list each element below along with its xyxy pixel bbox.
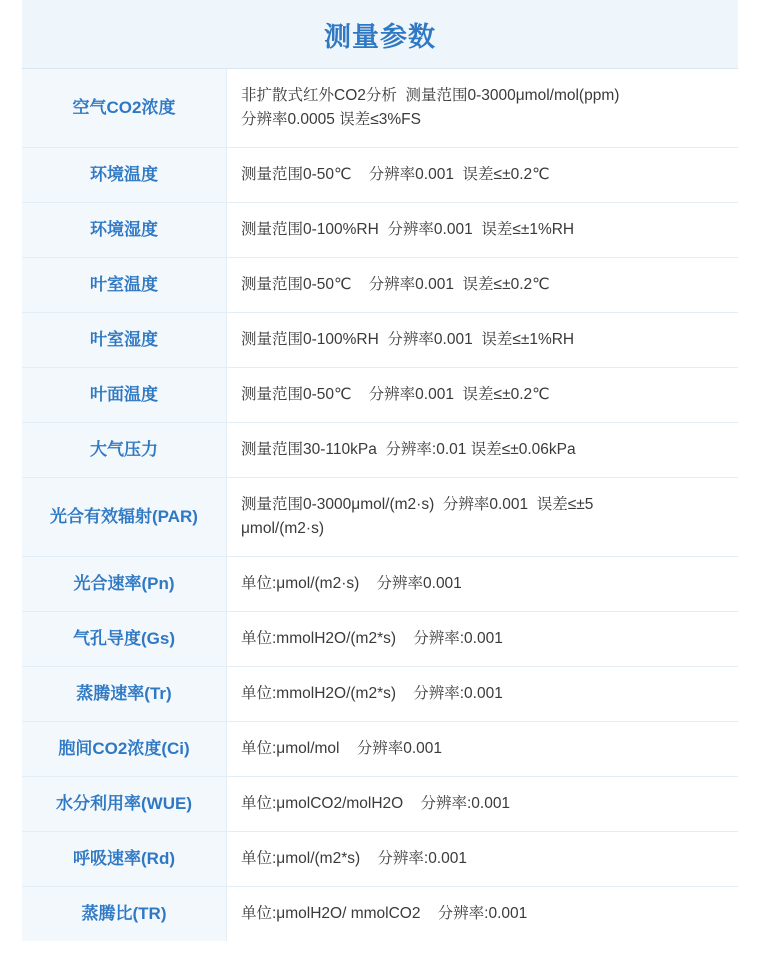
- parameter-value-line: 测量范围0-50℃ 分辨率0.001 误差≤±0.2℃: [241, 166, 550, 184]
- table-row: [22, 368, 738, 423]
- parameter-value-cell: [227, 258, 739, 313]
- table-row: [22, 777, 738, 832]
- table-row: [22, 832, 738, 887]
- parameter-value-line: 单位:μmol/(m2·s) 分辨率0.001: [241, 575, 462, 593]
- parameter-value-line: 测量范围0-50℃ 分辨率0.001 误差≤±0.2℃: [241, 276, 550, 294]
- parameter-value-cell: [227, 667, 739, 722]
- parameter-value-cell: [227, 148, 739, 203]
- table-row: [22, 69, 738, 148]
- parameter-name-cell: 叶室温度: [22, 258, 227, 313]
- parameter-name-cell: 光合有效辐射(PAR): [22, 478, 227, 557]
- table-row: [22, 258, 738, 313]
- parameter-value-cell: [227, 478, 739, 557]
- parameter-name-cell: 环境温度: [22, 148, 227, 203]
- parameter-value-line: 测量范围0-100%RH 分辨率0.001 误差≤±1%RH: [241, 331, 575, 349]
- table-row: [22, 203, 738, 258]
- parameter-name-cell: 蒸腾速率(Tr): [22, 667, 227, 722]
- parameter-value-cell: [227, 69, 739, 148]
- parameter-name-cell: 大气压力: [22, 423, 227, 478]
- table-row: [22, 148, 738, 203]
- parameter-name-cell: 叶室湿度: [22, 313, 227, 368]
- table-row: [22, 478, 738, 557]
- parameter-value-cell: [227, 777, 739, 832]
- parameter-name-cell: 气孔导度(Gs): [22, 612, 227, 667]
- parameter-value-line: 测量范围0-50℃ 分辨率0.001 误差≤±0.2℃: [241, 386, 550, 404]
- parameter-value-line: 单位:mmolH2O/(m2*s) 分辨率:0.001: [241, 630, 503, 648]
- table-body: [22, 69, 738, 941]
- parameter-value-line: 单位:μmol/(m2*s) 分辨率:0.001: [241, 850, 467, 868]
- parameter-value-line: 单位:μmolCO2/molH2O 分辨率:0.001: [241, 795, 511, 813]
- table-row: [22, 667, 738, 722]
- table-row: [22, 722, 738, 777]
- parameter-value-line: 单位:mmolH2O/(m2*s) 分辨率:0.001: [241, 685, 503, 703]
- parameter-value-line: 分辨率0.0005 误差≤3%FS: [241, 111, 421, 129]
- page-title: 测量参数: [324, 21, 436, 52]
- parameter-name-cell: 水分利用率(WUE): [22, 777, 227, 832]
- table-row: [22, 612, 738, 667]
- parameter-value-cell: [227, 423, 739, 478]
- parameter-value-line: 测量范围30-110kPa 分辨率:0.01 误差≤±0.06kPa: [241, 441, 576, 459]
- parameter-name-cell: 光合速率(Pn): [22, 557, 227, 612]
- parameter-value-line: 测量范围0-3000μmol/(m2·s) 分辨率0.001 误差≤±5: [241, 496, 594, 514]
- parameter-value-cell: [227, 887, 739, 942]
- parameter-value-line: 单位:μmol/mol 分辨率0.001: [241, 740, 443, 758]
- parameter-value-line: 非扩散式红外CO2分析 测量范围0-3000μmol/mol(ppm): [241, 87, 620, 104]
- parameter-value-cell: [227, 313, 739, 368]
- parameter-value-line: 测量范围0-100%RH 分辨率0.001 误差≤±1%RH: [241, 221, 575, 239]
- parameter-name-cell: 空气CO2浓度: [22, 69, 227, 148]
- parameter-value-cell: [227, 368, 739, 423]
- parameter-name-cell: 胞间CO2浓度(Ci): [22, 722, 227, 777]
- parameter-value-cell: [227, 203, 739, 258]
- parameter-value-cell: [227, 832, 739, 887]
- parameter-name-cell: 蒸腾比(TR): [22, 887, 227, 942]
- parameter-name-cell: 呼吸速率(Rd): [22, 832, 227, 887]
- parameter-value-line: 单位:μmolH2O/ mmolCO2 分辨率:0.001: [241, 905, 528, 923]
- parameter-value-line: μmol/(m2·s): [241, 520, 324, 538]
- page-title-bar: [22, 0, 738, 69]
- table-row: [22, 887, 738, 942]
- parameter-value-cell: [227, 612, 739, 667]
- parameter-name-cell: 环境湿度: [22, 203, 227, 258]
- table-row: [22, 313, 738, 368]
- parameter-value-cell: [227, 557, 739, 612]
- measurement-parameters-table: [22, 69, 738, 941]
- table-row: [22, 423, 738, 478]
- parameter-value-cell: [227, 722, 739, 777]
- table-row: [22, 557, 738, 612]
- parameter-name-cell: 叶面温度: [22, 368, 227, 423]
